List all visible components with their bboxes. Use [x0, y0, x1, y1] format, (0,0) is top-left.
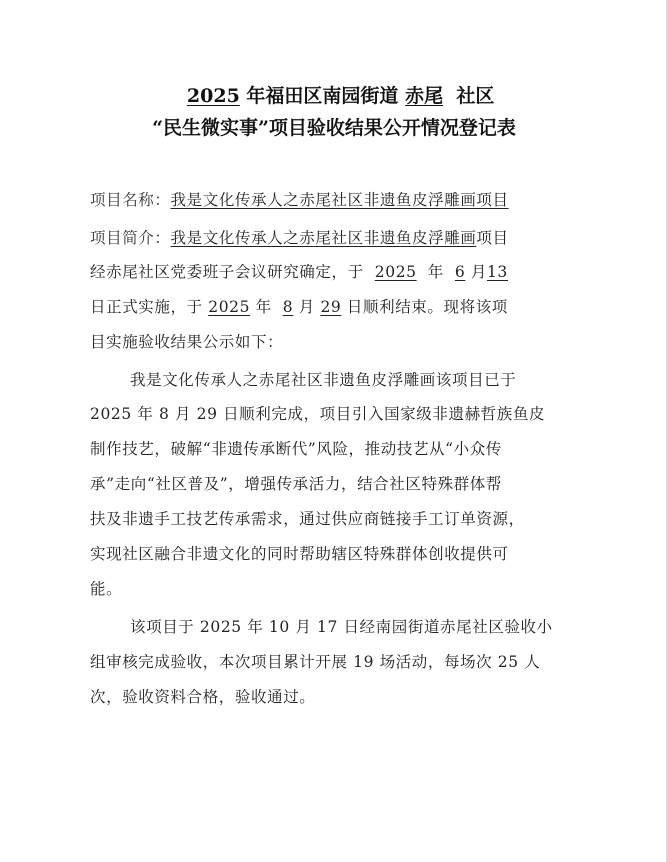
start-text: 经赤尾社区党委班子会议研究确定，于: [90, 263, 364, 281]
body-p1-line-6: 实现社区融合非遗文化的同时帮助辖区特殊群体创收提供可: [90, 545, 509, 563]
body-p1-line-7: 能。: [90, 580, 123, 598]
end-text-b: 日顺利结束。现将该项: [346, 298, 508, 316]
project-name-label: 项目名称：: [90, 191, 171, 209]
project-intro-label: 项目简介：: [90, 229, 171, 247]
title-line-1: [0, 84, 668, 108]
body-p1-line-4: 承”走向“社区普及”，增强传承活力，结合社区特殊群体帮: [90, 475, 502, 493]
project-intro-line: [90, 228, 509, 248]
body-p2-line-2: 组审核完成验收，本次项目累计开展 19 场活动，每场次 25 人: [90, 653, 541, 671]
title-community-blank: [398, 85, 456, 107]
end-month-blank: [272, 298, 299, 316]
announcement-line: 目实施验收结果公示如下：: [90, 333, 284, 351]
end-year-char: 年: [255, 298, 272, 316]
body-p1-line-1: 我是文化传承人之赤尾社区非遗鱼皮浮雕画该项目已于: [130, 371, 517, 389]
title-district-street: 年福田区南园街道: [246, 85, 399, 107]
end-year-blank: [203, 298, 256, 316]
start-month-blank: [444, 263, 471, 281]
start-day-blank: [487, 263, 508, 281]
end-month-char: 月: [298, 298, 315, 316]
title-line-2: “民生微实事”项目验收结果公开情况登记表: [152, 117, 516, 139]
start-year-char: 年: [427, 263, 444, 281]
end-year: 2025: [208, 298, 251, 316]
project-name-value: 我是文化传承人之赤尾社区非遗鱼皮浮雕画项目: [170, 191, 509, 209]
project-intro-name: 我是文化传承人之赤尾社区非遗鱼皮浮雕画: [170, 229, 477, 247]
body-p2-line-3: 次，验收资料合格，验收通过。: [90, 688, 316, 706]
start-month: 6: [454, 263, 466, 281]
end-day: 29: [320, 298, 342, 316]
body-p1-line-5: 扶及非遗手工技艺传承需求，通过供应商链接手工订单资源，: [90, 510, 525, 528]
end-month: 8: [282, 298, 294, 316]
project-end-line: [90, 297, 508, 317]
title-year: 2025: [186, 85, 240, 107]
title-community: 赤尾: [405, 85, 444, 107]
project-start-line: [90, 262, 508, 282]
end-text-a: 日正式实施，于: [90, 298, 203, 316]
title-year-blank: [174, 85, 247, 107]
start-month-char: 月: [470, 263, 487, 281]
start-year-blank: [364, 263, 428, 281]
body-p1-line-2: 2025 年 8 月 29 日顺利完成，项目引入国家级非遗赫哲族鱼皮: [90, 405, 546, 423]
start-day: 13: [486, 263, 508, 281]
project-name-line: [90, 190, 509, 210]
project-intro-after: 项目: [476, 229, 509, 247]
title-suffix: 社区: [456, 85, 495, 107]
body-p2-line-1: 该项目于 2025 年 10 月 17 日经南园街道赤尾社区验收小: [130, 618, 553, 636]
end-day-blank: [315, 298, 347, 316]
body-p1-line-3: 制作技艺，破解“非遗传承断代”风险，推动技艺从“小众传: [90, 440, 502, 458]
start-year: 2025: [374, 263, 417, 281]
